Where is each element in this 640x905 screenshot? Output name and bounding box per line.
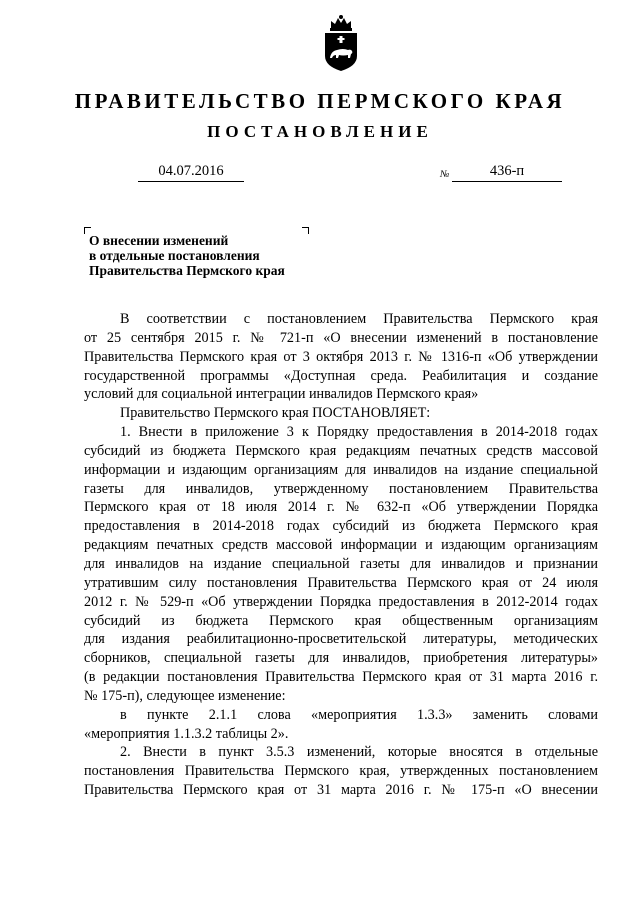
body-line: Правительства Пермского края от 31 марта 2016 г. № 175-п «О внесении [84,782,598,799]
coat-of-arms-emblem [322,14,360,72]
subject-line: О внесении изменений [89,233,229,248]
body-line: субсидий из бюджета Пермского края редакциям печатных средств массовой [84,442,598,459]
body-line: 2. Внести в пункт 3.5.3 изменений, которые вносятся в отдельные [120,744,598,761]
body-line: редакциям печатных средств массовой информации и издающим организациям [84,537,598,554]
body-line: В соответствии с постановлением Правительства Пермского края [120,311,598,327]
body-line: государственной программы «Доступная среда. Реабилитация и создание [84,367,598,384]
body-line: сборников, специальной газеты для инвалидов, приобретения литературы» [84,650,598,667]
body-line: Правительства Пермского края от 3 октября 2013 г. № 1316-п «Об утверждении [84,348,598,365]
document-number: 436-п [452,161,562,182]
document-body [84,310,598,800]
body-line: утратившим силу постановления Правительства Пермского края от 24 июля [84,574,598,591]
body-line: «мероприятия 1.1.3.2 таблицы 2». [84,725,289,742]
body-line: от 25 сентября 2015 г. № 721-п «О внесении изменений в постановление [84,329,598,346]
body-line: предоставления в 2014-2018 годах субсидий из бюджета Пермского края [84,518,598,535]
body-line: 2012 г. № 529-п «Об утверждении Порядка предоставления в 2012-2014 годах [84,593,598,610]
number-label: № [440,169,450,180]
subject-title [89,233,349,278]
body-line: (в редакции постановления Правительства Пермского края от 31 марта 2016 г. [84,669,598,686]
body-line: условий для социальной интеграции инвалидов Пермского края» [84,386,479,403]
body-line: в пункте 2.1.1 слова «мероприятия 1.3.3» заменить словами [120,706,598,723]
body-line: № 175-п), следующее изменение: [84,687,286,704]
body-line: для инвалидов на издание специальной газеты для инвалидов и признании [84,555,598,572]
shield-icon [325,33,357,71]
body-line: постановления Правительства Пермского края, утвержденных постановлением [84,763,598,780]
document-type: ПОСТАНОВЛЕНИЕ [207,122,433,141]
body-line: Правительство Пермского края ПОСТАНОВЛЯЕТ: [120,405,431,422]
crown-icon [330,15,352,31]
body-line: информации и издающим организациям для инвалидов на издание специальной [84,461,598,478]
subject-line: в отдельные постановления [89,248,260,263]
body-line: для издания реабилитационно-просветительской литературы, методических [84,631,598,648]
subject-line: Правительства Пермского края [89,263,285,278]
body-line: газеты для инвалидов, утвержденному постановлением Правительства [84,480,598,497]
document-date: 04.07.2016 [138,161,244,182]
government-title: ПРАВИТЕЛЬСТВО ПЕРМСКОГО КРАЯ [74,89,566,113]
body-line: субсидий из бюджета Пермского края общественным организациям [84,612,598,629]
body-line: 1. Внести в приложение 3 к Порядку предоставления в 2014-2018 годах [120,424,598,441]
body-line: Пермского края от 18 июля 2014 г. № 632-п «Об утверждении Порядка [84,499,598,516]
